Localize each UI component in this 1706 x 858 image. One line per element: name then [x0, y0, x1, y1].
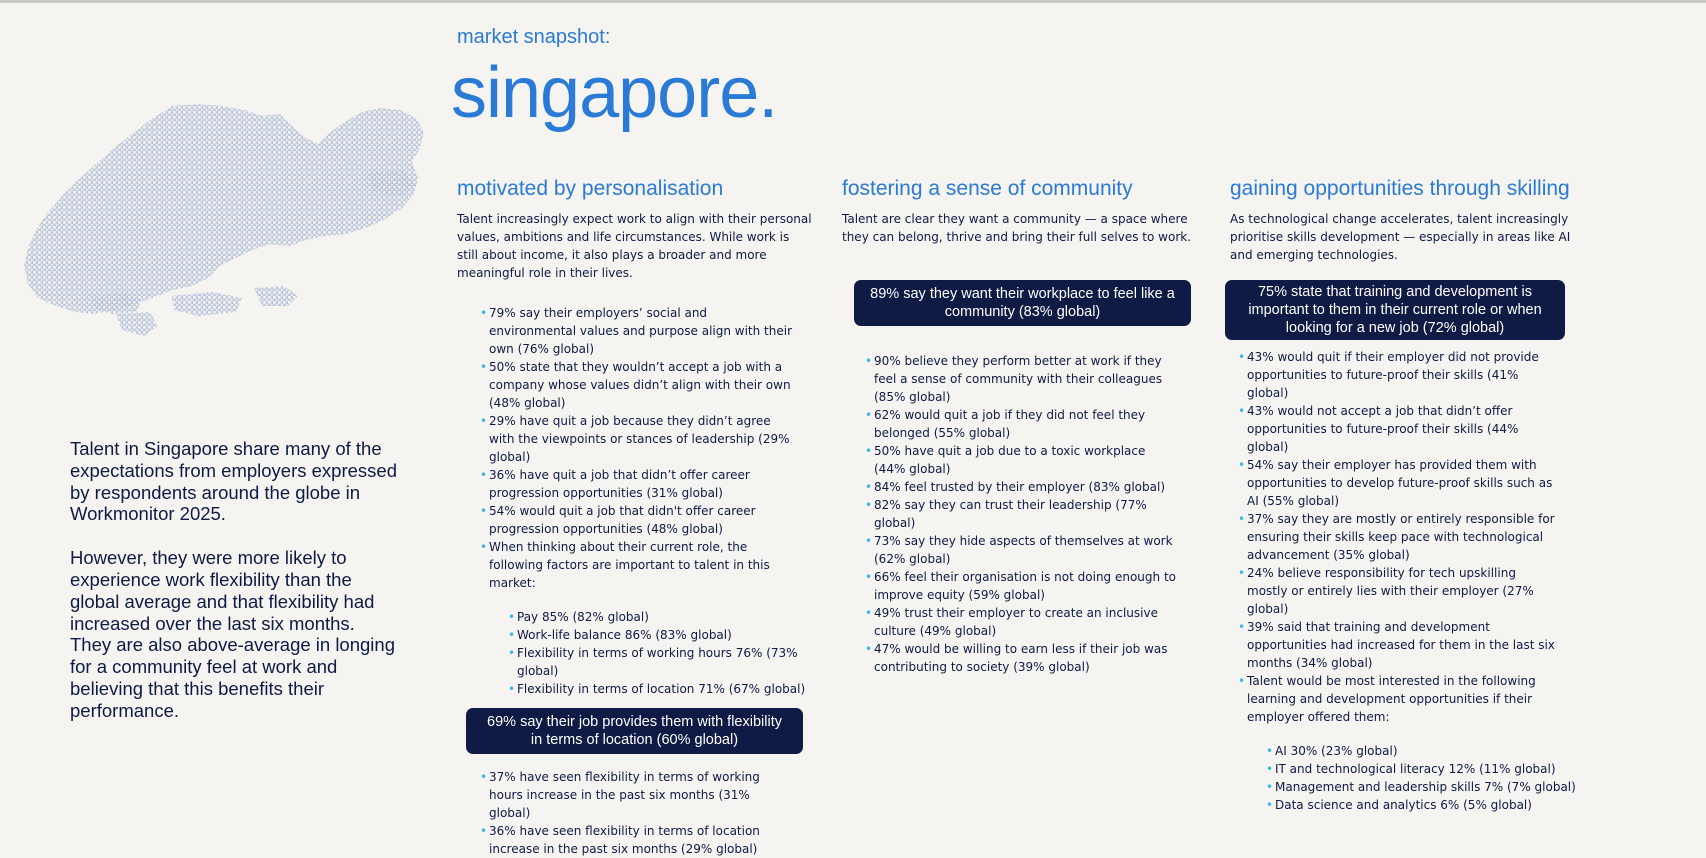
callout-line: 89% say they want their workplace to feel like a	[870, 286, 1175, 302]
list-item: • AI 30% (23% global)	[1275, 742, 1585, 760]
callout-line: 75% state that training and development is	[1257, 284, 1533, 300]
section-lead: As technological change accelerates, talent increasingly prioritise skills development — especially in areas like AI and emerging technologies.	[1230, 212, 1571, 262]
bullet-list	[457, 768, 794, 858]
list-item: • 82% say they can trust their leadership (77% global)	[874, 496, 1179, 532]
page-title: singapore.	[451, 53, 778, 133]
list-item: • 84% feel trusted by their employer (83% global)	[874, 478, 1179, 496]
callout-community	[854, 280, 1191, 326]
list-item: • 36% have quit a job that didn’t offer career progression opportunities (31% global)	[489, 466, 794, 502]
factors-list	[489, 608, 807, 698]
section-heading: gaining opportunities through skilling	[1230, 177, 1570, 200]
list-item: • 39% said that training and development opportunities had increased for them in the last six months (34% global)	[1247, 618, 1557, 672]
list-item: • Data science and analytics 6% (5% global)	[1275, 796, 1585, 814]
list-item: • 62% would quit a job if they did not feel they belonged (55% global)	[874, 406, 1179, 442]
column-skilling	[1230, 176, 1580, 824]
callout-line: important to them in their current role or when	[1248, 302, 1542, 318]
list-item: • 37% have seen flexibility in terms of working hours increase in the past six months (31% global)	[489, 768, 794, 822]
list-item: • 54% say their employer has provided them with opportunities to develop future-proof skills such as AI (55% global)	[1247, 456, 1557, 510]
intro-paragraph-2: However, they were more likely to experience work flexibility than the global average and that flexibility had increased over the last six months. They are also above-average in longing for a community feel at work and believing that this benefits their performance.	[70, 547, 395, 721]
list-item: • 54% would quit a job that didn't offer career progression opportunities (48% global)	[489, 502, 794, 538]
section-lead: Talent increasingly expect work to align with their personal values, ambitions and life circumstances. While work is still about income, it also plays a broader and more meaningful role in their lives.	[457, 212, 812, 280]
callout-flexibility	[466, 708, 803, 754]
callout-line: looking for a new job (72% global)	[1285, 320, 1505, 336]
list-item: • 50% state that they wouldn’t accept a job with a company whose values didn’t align with their own (48% global)	[489, 358, 794, 412]
list-item: • 49% trust their employer to create an inclusive culture (49% global)	[874, 604, 1179, 640]
list-item: • 43% would not accept a job that didn’t offer opportunities to future-proof their skills (44% global)	[1247, 402, 1557, 456]
list-item: • Pay 85% (82% global)	[517, 608, 807, 626]
section-lead: Talent are clear they want a community — a space where they can belong, thrive and bring their full selves to work.	[842, 212, 1192, 244]
callout-training	[1225, 280, 1565, 340]
list-item: • 29% have quit a job because they didn’t agree with the viewpoints or stances of leadership (29% global)	[489, 412, 794, 466]
list-item: • 36% have seen flexibility in terms of location increase in the past six months (29% global)	[489, 822, 794, 858]
list-item: • 79% say their employers’ social and environmental values and purpose align with their own (76% global)	[489, 304, 794, 358]
intro-text	[70, 438, 400, 744]
top-divider	[0, 0, 1706, 3]
list-item: • IT and technological literacy 12% (11% global)	[1275, 760, 1585, 778]
bullet-list	[457, 304, 794, 592]
column-personalisation	[457, 176, 812, 858]
list-item: • 47% would be willing to earn less if their job was contributing to society (39% global)	[874, 640, 1179, 676]
list-item: • 66% feel their organisation is not doing enough to improve equity (59% global)	[874, 568, 1179, 604]
callout-line: in terms of location (60% global)	[530, 732, 739, 748]
section-heading: fostering a sense of community	[842, 177, 1133, 200]
list-item: • 37% say they are mostly or entirely responsible for ensuring their skills keep pace with technological advancement (35% global)	[1247, 510, 1557, 564]
list-item: • Management and leadership skills 7% (7% global)	[1275, 778, 1585, 796]
list-item: • 50% have quit a job due to a toxic workplace (44% global)	[874, 442, 1179, 478]
callout-line: 69% say their job provides them with flexibility	[487, 714, 782, 730]
list-item: • Talent would be most interested in the following learning and development opportunities if their employer offered them:	[1247, 672, 1557, 726]
callout-line: community (83% global)	[944, 304, 1101, 320]
bullet-list	[842, 352, 1179, 676]
section-heading: motivated by personalisation	[457, 177, 724, 200]
list-item: • Work-life balance 86% (83% global)	[517, 626, 807, 644]
intro-paragraph-1: Talent in Singapore share many of the expectations from employers expressed by respondents around the globe in Workmonitor 2025.	[70, 438, 397, 525]
list-item: • 43% would quit if their employer did not provide opportunities to future-proof their skills (41% global)	[1247, 348, 1557, 402]
list-item: • When thinking about their current role, the following factors are important to talent in this market:	[489, 538, 794, 592]
list-item: • 24% believe responsibility for tech upskilling mostly or entirely lies with their employer (27% global)	[1247, 564, 1557, 618]
list-item: • 90% believe they perform better at work if they feel a sense of community with their colleagues (85% global)	[874, 352, 1179, 406]
list-item: • 73% say they hide aspects of themselves at work (62% global)	[874, 532, 1179, 568]
column-community	[842, 176, 1202, 676]
interests-list	[1247, 742, 1585, 814]
list-item: • Flexibility in terms of location 71% (67% global)	[517, 680, 807, 698]
list-item: • Flexibility in terms of working hours 76% (73% global)	[517, 644, 807, 680]
singapore-dot-map-icon	[22, 100, 432, 375]
page-kicker: market snapshot:	[457, 26, 611, 48]
bullet-list	[1230, 348, 1557, 726]
